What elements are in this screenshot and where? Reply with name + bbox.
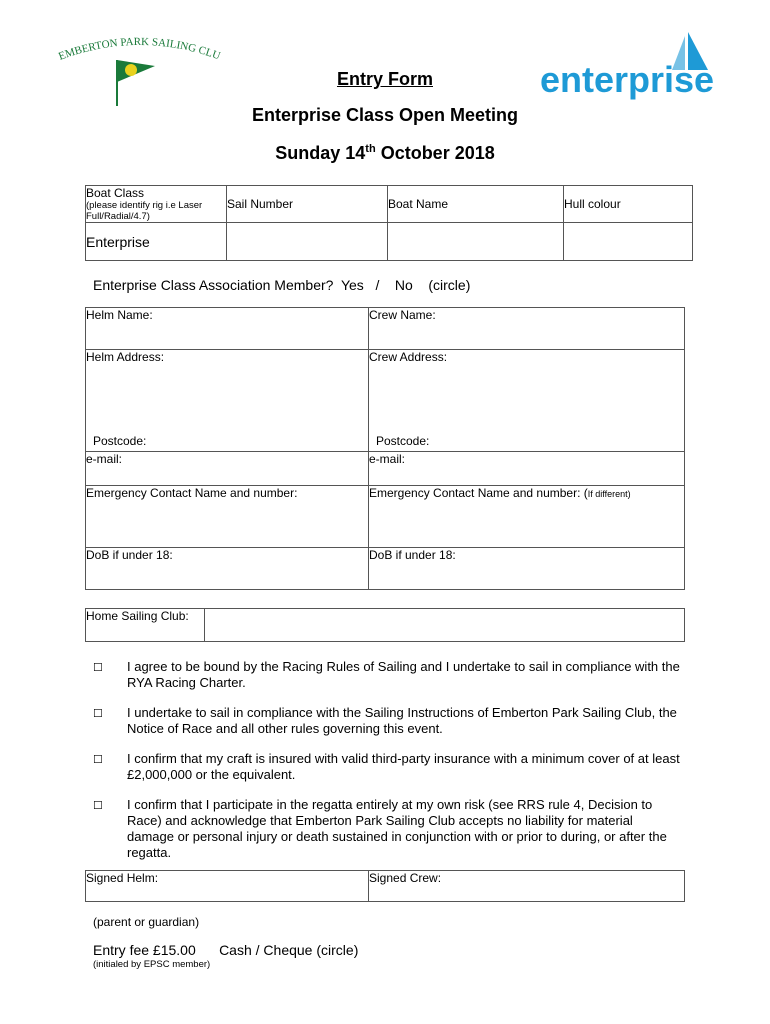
checkbox-icon[interactable]: ☐ — [93, 708, 103, 720]
event-date: Sunday 14th October 2018 — [275, 143, 495, 163]
event-title: Enterprise Class Open Meeting — [251, 105, 519, 125]
helm-dob-field[interactable]: DoB if under 18: — [86, 548, 369, 590]
home-club-label: Home Sailing Club: — [86, 609, 205, 642]
boat-name-header: Boat Name — [388, 186, 564, 223]
crew-name-field[interactable]: Crew Name: — [369, 308, 685, 350]
hull-colour-field[interactable] — [564, 223, 693, 261]
checkbox-icon[interactable]: ☐ — [93, 662, 103, 674]
svg-text:EMBERTON PARK SAILING CLUB — [55, 30, 222, 63]
crew-postcode-label: Postcode: — [376, 434, 430, 448]
helm-address-field[interactable]: Helm Address: Postcode: — [86, 350, 369, 452]
club-logo-text: EMBERTON PARK SAILING CLU — [56, 35, 222, 63]
sail-number-header: Sail Number — [227, 186, 388, 223]
checkbox-icon[interactable]: ☐ — [93, 754, 103, 766]
sail-number-field[interactable] — [227, 223, 388, 261]
fee-note: (initialed by EPSC member) — [93, 959, 211, 970]
crew-address-field[interactable]: Crew Address: Postcode: — [369, 350, 685, 452]
boat-table — [85, 185, 693, 261]
helm-emergency-contact-field[interactable]: Emergency Contact Name and number: — [86, 486, 369, 548]
crew-email-field[interactable]: e-mail: — [369, 452, 685, 486]
form-title: Entry Form — [336, 69, 433, 89]
crew-emergency-contact-field[interactable]: Emergency Contact Name and number: (If different) — [369, 486, 685, 548]
declaration-3: ☐ I confirm that my craft is insured with valid third-party insurance with a minimum cover of at least £2,000,000 or the equivalent. — [93, 751, 680, 782]
declaration-1: ☐ I agree to be bound by the Racing Rules of Sailing and I undertake to sail in compliance with the RYA Racing Charter. — [93, 659, 680, 690]
signed-crew-field[interactable]: Signed Crew: — [369, 871, 685, 902]
enterprise-wordmark: enterprise — [540, 59, 715, 100]
if-different-note: If different) — [587, 489, 631, 499]
declaration-2: ☐ I undertake to sail in compliance with the Sailing Instructions of Emberton Park Sailing Club, the Notice of Race and all other rules governing this event. — [93, 705, 677, 736]
helm-postcode-label: Postcode: — [93, 434, 147, 448]
crew-details-table — [85, 307, 685, 590]
boat-class-hint: (please identify rig i.e Laser Full/Radial/4.7) — [86, 200, 203, 222]
boat-class-value[interactable]: Enterprise — [86, 223, 227, 261]
class-member-question[interactable]: Enterprise Class Association Member? Yes / No (circle) — [93, 277, 471, 293]
hull-colour-header: Hull colour — [564, 186, 693, 223]
home-club-table — [85, 608, 685, 642]
declaration-4: ☐ I confirm that I participate in the regatta entirely at my own risk (see RRS rule 4, Decision to Race) and acknowledge that Emberton Park Sailing Club accepts no liability for material damage or personal injury or death sustained in conjunction with or prior to during, or after the regatta. — [93, 797, 667, 860]
entry-fee: Entry fee £15.00 Cash / Cheque (circle) — [93, 942, 359, 958]
boat-name-field[interactable] — [388, 223, 564, 261]
helm-name-field[interactable]: Helm Name: — [86, 308, 369, 350]
checkbox-icon[interactable]: ☐ — [93, 800, 103, 812]
crew-dob-field[interactable]: DoB if under 18: — [369, 548, 685, 590]
signature-table — [85, 870, 685, 902]
signed-helm-field[interactable]: Signed Helm: — [86, 871, 369, 902]
boat-class-header: Boat Class (please identify rig i.e Laser Full/Radial/4.7) — [86, 186, 227, 223]
helm-email-field[interactable]: e-mail: — [86, 452, 369, 486]
guardian-note: (parent or guardian) — [93, 915, 200, 929]
home-club-field[interactable] — [205, 609, 685, 642]
